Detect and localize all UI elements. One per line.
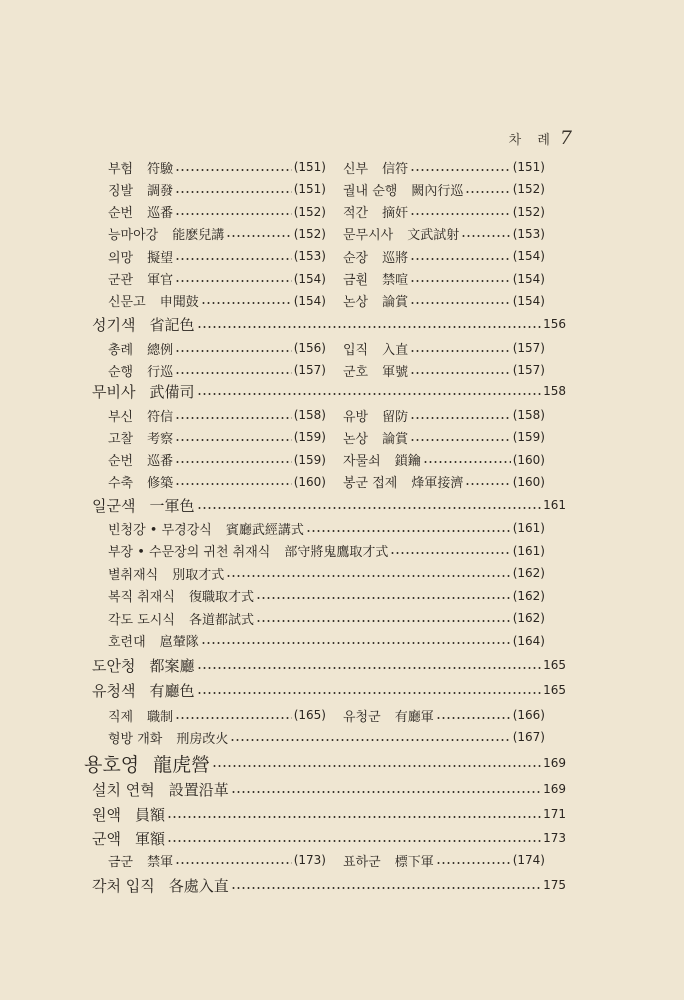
toc-entry-right-page: (154) (512, 293, 545, 308)
section-heading-korean: 성기색 (92, 315, 136, 334)
toc-entry-left[interactable] (108, 157, 326, 177)
dot-leader (167, 839, 541, 843)
section-heading-hanja: 有廳色 (149, 681, 195, 700)
toc-entry-right-hanja: 入直 (382, 342, 409, 358)
dot-leader (212, 764, 541, 768)
toc-entry-label (108, 586, 254, 605)
toc-entry-right-korean: 궐내 순행 (343, 183, 398, 199)
toc-entry-left-page: (159) (293, 430, 326, 445)
toc-entry-label (108, 728, 228, 747)
section-heading-page: 161 (543, 498, 566, 512)
section-heading-hanja: 各處入直 (168, 876, 229, 895)
dot-leader (197, 666, 542, 670)
toc-entry-left-page: (153) (293, 249, 326, 264)
toc-entry-right-label (343, 291, 408, 310)
section-heading[interactable] (92, 680, 566, 700)
toc-entry-left-korean: 수축 (108, 476, 134, 492)
toc-entry-left-label (108, 247, 173, 266)
toc-entry-left-page: (160) (293, 474, 326, 489)
toc-entry-korean: 별취재식 (108, 567, 159, 583)
section-heading-label (92, 779, 229, 800)
dot-leader (410, 371, 511, 375)
toc-entry-left[interactable] (108, 179, 326, 199)
section-heading-korean: 원액 (92, 805, 121, 824)
section-heading-page: 165 (543, 658, 566, 672)
toc-entry-right-label (343, 472, 463, 491)
toc-entry-hanja: 各道都試式 (188, 612, 254, 628)
toc-entry[interactable] (108, 518, 545, 538)
section-heading-hanja: 一軍色 (149, 496, 195, 515)
toc-entry-korean: 부장 • 수문장의 귀천 취재식 (108, 545, 271, 560)
toc-entry-left-hanja: 總例 (147, 342, 174, 358)
dot-leader (175, 190, 292, 194)
toc-entry-right-label (343, 706, 434, 725)
toc-entry-right[interactable] (343, 269, 545, 289)
toc-entry-right-page: (154) (512, 271, 545, 286)
toc-entry-left-korean: 직제 (108, 709, 134, 725)
toc-entry-right-hanja: 烽軍接濟 (411, 476, 464, 492)
dot-leader (465, 482, 510, 486)
toc-entry-korean: 형방 개화 (108, 731, 163, 747)
toc-entry-left[interactable] (108, 269, 326, 289)
section-heading-label (92, 495, 195, 516)
toc-entry-left-hanja: 修築 (147, 476, 174, 492)
dot-leader (256, 619, 511, 623)
toc-entry-right-korean: 봉군 접제 (343, 476, 398, 492)
toc-entry-korean: 각도 도시식 (108, 612, 175, 628)
toc-entry-right-korean: 표하군 (343, 854, 381, 870)
dot-leader (231, 886, 541, 890)
section-heading-korean: 도안청 (92, 656, 136, 675)
dot-leader (197, 325, 542, 329)
toc-entry-left-page: (159) (293, 452, 326, 467)
section-heading-korean: 무비사 (92, 382, 136, 401)
section-heading-hanja: 都案廳 (149, 656, 195, 675)
toc-entry-left-label (108, 339, 173, 358)
toc-entry-page: (162) (512, 588, 545, 603)
section-heading[interactable] (92, 495, 566, 515)
toc-entry-left-page: (152) (293, 204, 326, 219)
toc-entry-left-label (108, 472, 173, 491)
dot-leader (465, 190, 510, 194)
toc-entry-left-hanja: 能麽兒講 (172, 228, 225, 244)
toc-entry-right-hanja: 有廳軍 (394, 709, 434, 725)
toc-entry-left-korean: 고찰 (108, 431, 134, 447)
toc-entry-left-label (108, 428, 173, 447)
toc-entry[interactable] (108, 586, 545, 606)
section-heading-page: 169 (543, 782, 566, 796)
toc-entry-left-korean: 의망 (108, 250, 134, 266)
toc-entry-left[interactable] (108, 202, 326, 222)
toc-entry-left-page: (151) (293, 160, 326, 174)
toc-entry-page: (164) (512, 633, 545, 648)
toc-entry-right-page: (154) (512, 249, 545, 264)
toc-entry-right-hanja: 摘奸 (382, 206, 409, 222)
chapter-heading[interactable] (84, 753, 566, 776)
section-heading-korean: 각처 입직 (92, 876, 155, 895)
dot-leader (226, 574, 510, 578)
toc-entry-right-korean: 군호 (343, 364, 369, 380)
toc-entry-left-korean: 총례 (108, 342, 134, 358)
chapter-heading-page: 169 (543, 756, 566, 770)
section-heading[interactable] (92, 779, 566, 799)
section-heading-korean: 일군색 (92, 496, 136, 515)
toc-entry-right[interactable] (343, 705, 545, 725)
toc-entry-left[interactable] (108, 450, 326, 470)
toc-entry-right[interactable] (343, 202, 545, 222)
toc-entry-right-label (343, 450, 421, 469)
dot-leader (423, 460, 511, 464)
toc-entry-right-label (343, 158, 408, 177)
dot-leader (306, 529, 511, 533)
section-heading-hanja: 省記色 (149, 315, 195, 334)
dot-leader (175, 416, 292, 420)
toc-entry-left-label (108, 224, 224, 243)
toc-entry-right-korean: 유방 (343, 409, 369, 425)
toc-entry-korean: 호련대 (108, 635, 146, 650)
dot-leader (201, 301, 292, 305)
toc-entry-right[interactable] (343, 427, 545, 447)
toc-entry-right-korean: 문무시사 (343, 228, 394, 244)
toc-entry-right-hanja: 論賞 (382, 431, 409, 447)
section-heading[interactable] (92, 875, 566, 895)
dot-leader (390, 551, 510, 555)
toc-entry-right-hanja: 標下軍 (394, 854, 434, 870)
section-heading-hanja: 武備司 (149, 382, 195, 401)
toc-entry-right-label (343, 428, 408, 447)
section-heading-page: 173 (543, 831, 566, 845)
toc-entry-right[interactable] (343, 291, 545, 311)
toc-entry[interactable] (108, 563, 545, 583)
toc-entry-page: (161) (512, 521, 545, 535)
toc-entry-left-korean: 부신 (108, 409, 134, 425)
toc-entry-right-korean: 자물쇠 (343, 454, 381, 470)
dot-leader (410, 416, 511, 420)
toc-entry-left-page: (152) (293, 226, 326, 241)
toc-entry-left-korean: 금군 (108, 854, 134, 870)
toc-entry[interactable] (108, 608, 545, 628)
toc-entry-left-korean: 군관 (108, 273, 134, 288)
toc-entry-left-label (108, 851, 173, 870)
dot-leader (175, 438, 292, 442)
toc-entry[interactable] (108, 631, 545, 651)
dot-leader (230, 738, 510, 742)
toc-entry-left-page: (154) (293, 293, 326, 308)
section-heading-hanja: 軍額 (134, 829, 165, 848)
section-heading-label (92, 680, 195, 701)
section-heading-label (92, 875, 229, 896)
toc-entry-right[interactable] (343, 472, 545, 492)
dot-leader (410, 212, 511, 216)
toc-entry-hanja: 部守將鬼鷹取才式 (284, 545, 389, 560)
toc-entry-left[interactable] (108, 427, 326, 447)
toc-entry-right[interactable] (343, 157, 545, 177)
section-heading-label (92, 828, 165, 849)
toc-entry-page: (162) (512, 611, 545, 625)
dot-leader (410, 257, 511, 261)
toc-entry-left-page: (173) (293, 853, 326, 867)
toc-entry-korean: 복직 취재식 (108, 590, 175, 605)
toc-entry-left-label (108, 706, 173, 725)
toc-entry-left[interactable] (108, 405, 326, 425)
dot-leader (436, 861, 511, 865)
dot-leader (175, 349, 292, 353)
chapter-heading-label (84, 750, 210, 777)
toc-entry-left[interactable] (108, 291, 326, 311)
toc-entry-left-hanja: 行巡 (147, 364, 174, 380)
toc-entry-right[interactable] (343, 450, 545, 470)
dot-leader (175, 482, 292, 486)
toc-entry-right-label (343, 180, 463, 199)
toc-entry-left-hanja: 軍官 (147, 273, 174, 288)
dot-leader (197, 392, 542, 396)
dot-leader (410, 279, 511, 283)
section-heading-page: 156 (543, 317, 566, 331)
toc-entry-left-label (108, 450, 173, 469)
toc-entry-left[interactable] (108, 224, 326, 244)
toc-entry-label (108, 609, 254, 628)
toc-entry-right-hanja: 軍號 (382, 364, 409, 380)
toc-entry-right-page: (174) (512, 853, 545, 867)
toc-entry-left-korean: 신문고 (108, 295, 146, 311)
toc-entry-left-hanja: 巡番 (147, 206, 174, 222)
toc-entry-right-hanja: 巡將 (382, 250, 409, 266)
toc-entry-label (108, 519, 304, 538)
toc-entry-left-korean: 순번 (108, 454, 134, 470)
toc-entry-left-korean: 부험 (108, 161, 134, 177)
dot-leader (410, 168, 511, 172)
section-heading-page: 171 (543, 807, 566, 821)
toc-entry-right-page: (152) (512, 204, 545, 219)
toc-entry-left-page: (157) (293, 363, 326, 378)
toc-entry-left-korean: 순번 (108, 206, 134, 222)
toc-entry-right-korean: 입직 (343, 342, 369, 358)
toc-entry-page: (161) (512, 543, 545, 558)
dot-leader (175, 460, 292, 464)
dot-leader (167, 815, 541, 819)
section-heading-label (92, 655, 195, 676)
toc-entry-right[interactable] (343, 850, 545, 870)
dot-leader (175, 371, 292, 375)
section-heading-page: 158 (543, 384, 566, 398)
dot-leader (175, 861, 292, 865)
toc-entry-left-page: (154) (293, 271, 326, 286)
toc-entry-right-hanja: 信符 (382, 161, 409, 177)
toc-entry-left-label (108, 202, 173, 221)
toc-entry-left-page: (156) (293, 341, 326, 355)
toc-entry-right[interactable] (343, 338, 545, 358)
toc-entry-right-page: (157) (512, 341, 545, 355)
toc-entry-right[interactable] (343, 224, 545, 244)
toc-entry-right-label (343, 406, 408, 425)
toc-entry-left-label (108, 269, 173, 288)
running-header (509, 127, 572, 149)
section-heading[interactable] (92, 314, 566, 334)
toc-entry-left-korean: 징발 (108, 183, 134, 199)
toc-entry-left-hanja: 申聞鼓 (159, 295, 199, 311)
chapter-heading-korean: 용호영 (84, 753, 140, 776)
dot-leader (197, 691, 542, 695)
section-heading-korean: 군액 (92, 829, 121, 848)
dot-leader (410, 349, 511, 353)
section-heading-label (92, 314, 195, 335)
toc-entry-left-label (108, 291, 199, 310)
toc-entry-left[interactable] (108, 338, 326, 358)
toc-entry-right-korean: 순장 (343, 250, 369, 266)
section-heading[interactable] (92, 655, 566, 675)
toc-entry-label (108, 541, 388, 560)
toc-entry-left[interactable] (108, 246, 326, 266)
section-heading[interactable] (92, 381, 566, 401)
toc-entry-page: (162) (512, 566, 545, 580)
toc-entry-right-label (343, 224, 459, 243)
toc-entry-right-page: (159) (512, 430, 545, 445)
section-heading-page: 165 (543, 683, 566, 697)
toc-entry-right-hanja: 鎖鑰 (394, 454, 421, 470)
toc-entry-left-page: (165) (293, 708, 326, 722)
toc-entry-label (108, 564, 224, 583)
toc-entry-label (108, 631, 199, 650)
dot-leader (175, 279, 292, 283)
toc-entry-right-label (343, 247, 408, 266)
toc-entry-korean: 빈청강 • 무경강식 (108, 522, 212, 538)
toc-entry-right[interactable] (343, 405, 545, 425)
section-heading-korean: 유청색 (92, 681, 136, 700)
toc-entry-right-page: (153) (512, 226, 545, 241)
page-number: 7 (559, 127, 572, 149)
toc-entry-left-label (108, 406, 173, 425)
section-heading-page: 175 (543, 878, 566, 892)
toc-entry-left-hanja: 巡番 (147, 454, 174, 470)
toc-entry-right-page: (160) (512, 452, 545, 467)
toc-entry-left-hanja: 調發 (147, 183, 174, 199)
toc-entry-right-page: (166) (512, 708, 545, 722)
toc-entry-right-hanja: 闕內行巡 (411, 183, 464, 199)
dot-leader (256, 596, 511, 600)
section-heading-korean: 설치 연혁 (92, 780, 155, 799)
dot-leader (461, 234, 510, 238)
toc-entry-right-korean: 유청군 (343, 709, 381, 725)
toc-entry-right-korean: 신부 (343, 161, 369, 177)
toc-entry-right-hanja: 禁喧 (382, 273, 409, 288)
toc-entry-right-page: (152) (512, 182, 545, 197)
toc-entry-left-page: (151) (293, 182, 326, 197)
toc-entry-left[interactable] (108, 850, 326, 870)
dot-leader (175, 212, 292, 216)
toc-entry-left[interactable] (108, 360, 326, 380)
toc-entry-left[interactable] (108, 705, 326, 725)
toc-entry[interactable] (108, 541, 545, 561)
toc-entry-left-korean: 순행 (108, 364, 134, 380)
section-heading-label (92, 804, 165, 825)
toc-entry-right-page: (160) (512, 474, 545, 489)
toc-entry-right[interactable] (343, 360, 545, 380)
dot-leader (175, 257, 292, 261)
dot-leader (175, 168, 292, 172)
section-heading-hanja: 設置沿革 (168, 780, 229, 799)
toc-entry-left-korean: 능마아강 (108, 228, 159, 244)
toc-entry-hanja: 刑房改火 (176, 731, 229, 747)
toc-entry-left-hanja: 職制 (147, 709, 174, 725)
toc-entry-right-hanja: 文武試射 (407, 228, 460, 244)
toc-entry-right[interactable] (343, 179, 545, 199)
toc-entry-right-page: (151) (512, 160, 545, 174)
section-heading-hanja: 員額 (134, 805, 165, 824)
section-heading[interactable] (92, 828, 566, 848)
toc-entry-hanja: 別取才式 (172, 567, 225, 583)
section-heading-label (92, 381, 195, 402)
toc-entry-left-page: (158) (293, 408, 326, 422)
toc-entry-right-label (343, 361, 408, 380)
dot-leader (436, 716, 511, 720)
toc-entry-right-page: (157) (512, 363, 545, 378)
toc-entry-page: (167) (512, 730, 545, 744)
section-heading[interactable] (92, 804, 566, 824)
dot-leader (226, 234, 291, 238)
dot-leader (410, 438, 511, 442)
toc-entry-hanja: 扈輦隊 (159, 635, 199, 650)
toc-entry-right-hanja: 留防 (382, 409, 409, 425)
toc-entry-right[interactable] (343, 246, 545, 266)
toc-entry-right-korean: 논상 (343, 431, 369, 447)
dot-leader (175, 716, 292, 720)
toc-entry-left-hanja: 符信 (147, 409, 174, 425)
toc-entry-left-hanja: 符驗 (147, 161, 174, 177)
toc-entry-right-label (343, 269, 408, 288)
toc-entry-hanja: 復職取才式 (188, 590, 254, 605)
dot-leader (197, 506, 542, 510)
dot-leader (410, 301, 511, 305)
toc-entry-left-hanja: 考察 (147, 431, 174, 447)
header-title: 차 례 (508, 133, 556, 148)
toc-entry[interactable] (108, 727, 545, 747)
toc-entry-left-label (108, 361, 173, 380)
toc-entry-right-korean: 논상 (343, 295, 369, 311)
toc-entry-right-page: (158) (512, 408, 545, 422)
toc-entry-right-label (343, 851, 434, 870)
chapter-heading-hanja: 龍虎營 (153, 753, 211, 776)
dot-leader (201, 641, 511, 645)
toc-entry-left-label (108, 180, 173, 199)
toc-entry-right-label (343, 202, 408, 221)
toc-entry-right-hanja: 論賞 (382, 295, 409, 311)
toc-entry-left[interactable] (108, 472, 326, 492)
toc-entry-left-hanja: 擬望 (147, 250, 174, 266)
toc-entry-left-label (108, 158, 173, 177)
dot-leader (231, 790, 541, 794)
toc-entry-right-korean: 금훤 (343, 273, 369, 288)
toc-entry-right-label (343, 339, 408, 358)
toc-entry-right-korean: 적간 (343, 206, 369, 222)
toc-entry-left-hanja: 禁軍 (147, 854, 174, 870)
toc-entry-hanja: 賓廳武經講式 (225, 522, 304, 538)
